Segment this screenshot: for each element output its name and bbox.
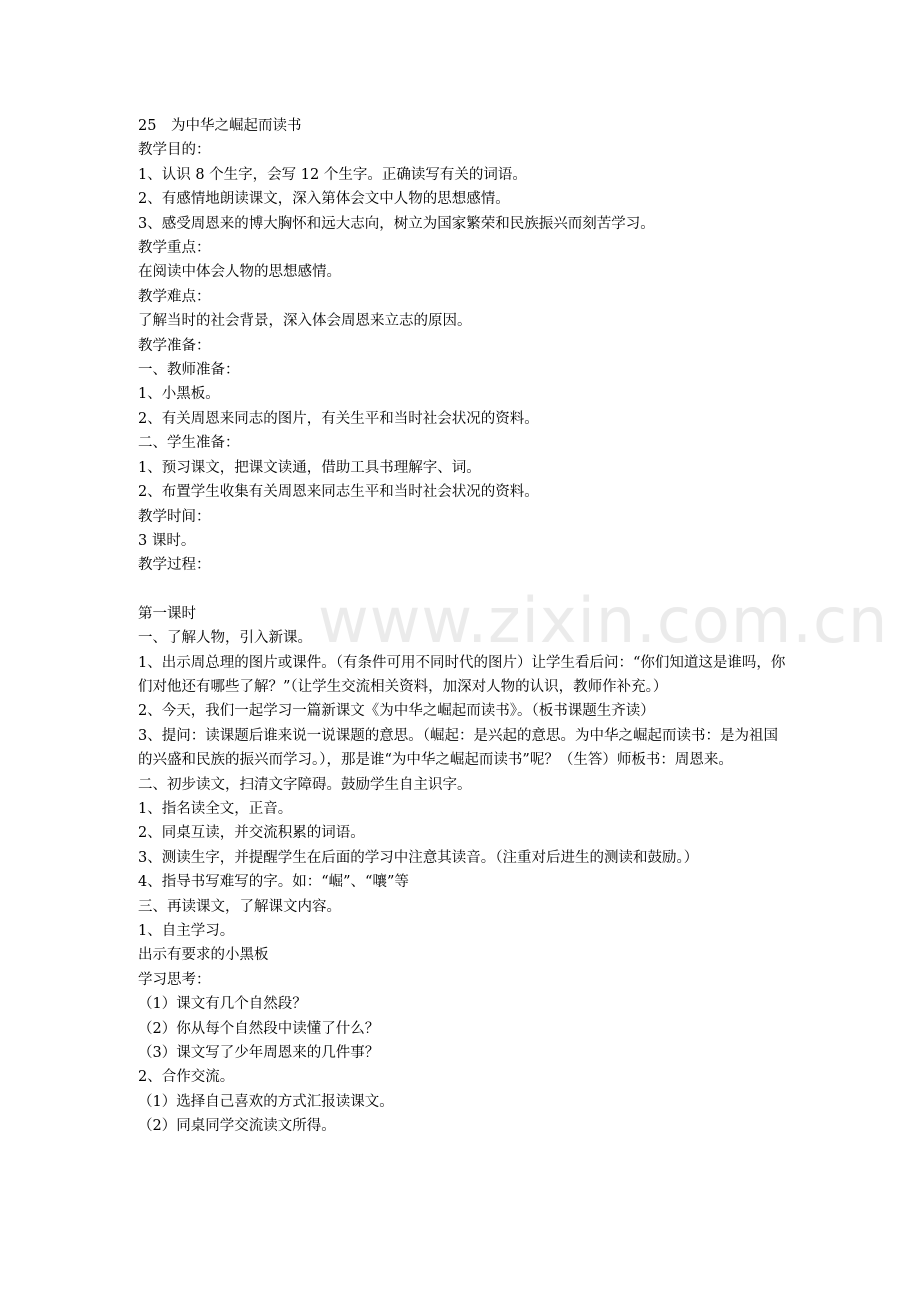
step-heading: 一、了解人物，引入新课。 bbox=[138, 630, 312, 647]
step-item: 1、指名读全文，正音。 bbox=[138, 800, 293, 817]
prep-item: 2、有关周恩来同志的图片，有关生平和当时社会状况的资料。 bbox=[138, 410, 539, 427]
subheading-student-prep: 二、学生准备： bbox=[138, 435, 240, 452]
section-heading-process: 教学过程： bbox=[138, 557, 211, 574]
time-text: 3 课时。 bbox=[138, 532, 196, 549]
section-heading-objectives: 教学目的： bbox=[138, 142, 211, 159]
prep-item: 2、布置学生收集有关周恩来同志生平和当时社会状况的资料。 bbox=[138, 484, 539, 501]
objective-item: 3、感受周恩来的博大胸怀和远大志向，树立为国家繁荣和民族振兴而刻苦学习。 bbox=[138, 215, 655, 232]
section-heading-difficulties: 教学难点： bbox=[138, 288, 211, 305]
step-text: 出示有要求的小黑板 bbox=[138, 947, 269, 964]
question-item: （2）你从每个自然段中读懂了什么？ bbox=[138, 1020, 380, 1037]
watermark: www.zixin.com.cn bbox=[318, 584, 889, 657]
step-paragraph: 1、出示周总理的图片或课件。（有条件可用不同时代的图片）让学生看后问：“你们知道这是谁吗，你们对他还有哪些了解？”（让学生交流相关资料，加深对人物的认识，教师作补充。） bbox=[138, 654, 786, 695]
period-heading: 第一课时 bbox=[138, 605, 196, 622]
step-paragraph: 3、提问：读课题后谁来说一说课题的意思。（崛起：是兴起的意思。为中华之崛起而读书：是为祖国的兴盛和民族的振兴而学习。），那是谁“为中华之崛起而读书”呢？（生答）师板书：周恩来。 bbox=[138, 727, 778, 769]
key-point-text: 在阅读中体会人物的思想感情。 bbox=[138, 264, 341, 281]
question-item: （1）课文有几个自然段？ bbox=[138, 996, 307, 1013]
step-item: 2、合作交流。 bbox=[138, 1069, 235, 1086]
step-item: 1、自主学习。 bbox=[138, 923, 235, 939]
lesson-header-section bbox=[138, 114, 788, 578]
step-item: 4、指导书写难写的字。如：“崛”、“嚷”等 bbox=[138, 874, 409, 891]
lesson-title: 25 为中华之崛起而读书 bbox=[138, 118, 302, 134]
prep-item: 1、小黑板。 bbox=[138, 386, 220, 403]
question-item: （3）课文写了少年周恩来的几件事？ bbox=[138, 1045, 380, 1062]
step-heading: 二、初步读文，扫清文字障碍。鼓励学生自主识字。 bbox=[138, 776, 472, 793]
blank-line bbox=[138, 578, 788, 602]
objective-item: 1、认识 8 个生字，会写 12 个生字。正确读写有关的词语。 bbox=[138, 166, 527, 183]
section-heading-key-points: 教学重点： bbox=[138, 240, 211, 257]
lesson-body-section bbox=[138, 602, 788, 1139]
document-content bbox=[138, 114, 788, 1139]
subheading-teacher-prep: 一、教师准备： bbox=[138, 362, 240, 379]
step-text: 学习思考： bbox=[138, 971, 211, 988]
section-heading-time: 教学时间： bbox=[138, 508, 211, 525]
activity-item: （2）同桌同学交流读文所得。 bbox=[138, 1118, 336, 1135]
prep-item: 1、预习课文，把课文读通，借助工具书理解字、词。 bbox=[138, 459, 481, 476]
step-paragraph: 2、今天，我们一起学习一篇新课文《为中华之崛起而读书》。（板书课题生齐读） bbox=[138, 703, 655, 720]
section-heading-preparation: 教学准备： bbox=[138, 337, 211, 354]
activity-item: （1）选择自己喜欢的方式汇报读课文。 bbox=[138, 1093, 394, 1110]
step-item: 2、同桌互读，并交流积累的词语。 bbox=[138, 825, 365, 842]
objective-item: 2、有感情地朗读课文，深入第体会文中人物的思想感情。 bbox=[138, 191, 510, 208]
step-item: 3、测读生字，并提醒学生在后面的学习中注意其读音。（注重对后进生的测读和鼓励。） bbox=[138, 849, 699, 866]
step-heading: 三、再读课文，了解课文内容。 bbox=[138, 898, 341, 915]
difficulty-text: 了解当时的社会背景，深入体会周恩来立志的原因。 bbox=[138, 313, 472, 330]
